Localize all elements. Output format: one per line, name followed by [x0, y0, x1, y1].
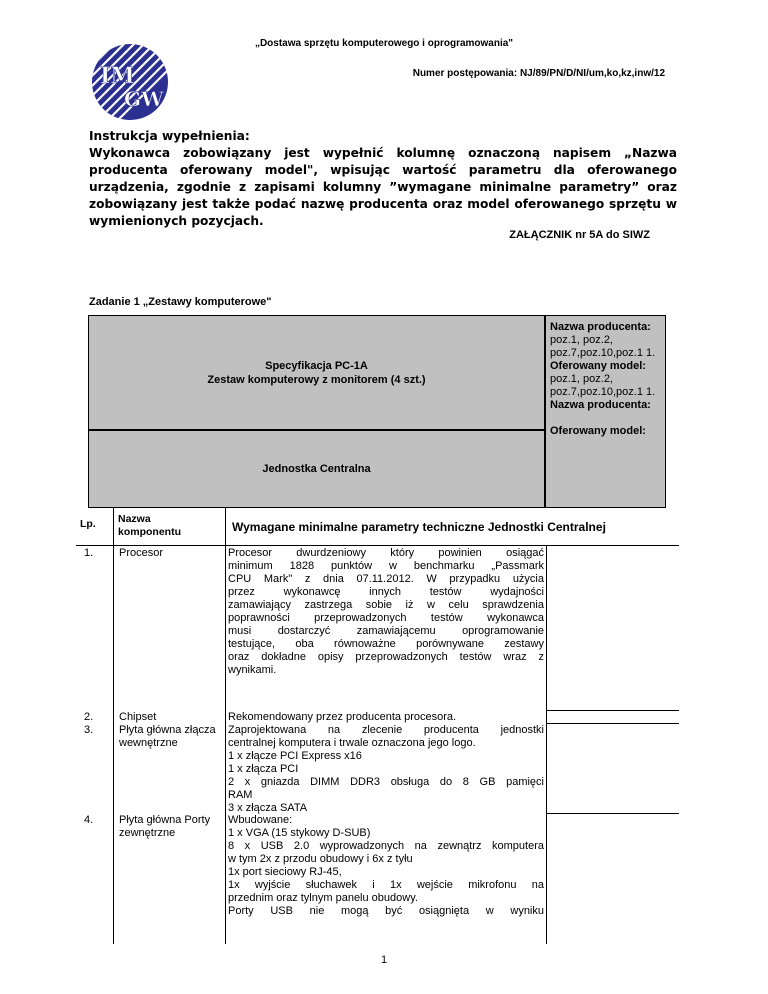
table-divider: [546, 710, 679, 711]
req-line: Procesor dwurdzeniowy który powinien osiągać: [228, 547, 544, 559]
row-lp-2: 2.: [84, 711, 94, 723]
annex-label: ZAŁĄCZNIK nr 5A do SIWZ: [509, 229, 650, 241]
req-line: RAM: [228, 789, 253, 801]
row-lp-4: 4.: [84, 814, 94, 826]
req-line: CPU Mark" z dnia 07.11.2012. W przypadku użycia: [228, 573, 544, 585]
req-line: przednim oraz tylnym panelu obudowy.: [228, 892, 418, 904]
procurement-number: Numer postępowania: NJ/89/PN/D/NI/um,ko,kz,inw/12: [412, 68, 665, 79]
column-header-requirements: Wymagane minimalne parametry techniczne Jednostki Centralnej: [232, 520, 606, 534]
table-divider: [76, 545, 679, 546]
req-line: 1 x złącze PCI Express x16: [228, 750, 362, 762]
req-line: oraz dokładne opisy przeprowadzonych testów wraz z: [228, 651, 544, 663]
model-label-2: Oferowany model:: [550, 425, 646, 437]
req-line: 3 x złącza SATA: [228, 802, 308, 814]
req-line: wynikami.: [228, 664, 277, 676]
row-component-2: Chipset: [119, 711, 157, 723]
req-line: 1x port sieciowy RJ-45,: [228, 866, 342, 878]
spec-title: Specyfikacja PC-1A: [265, 359, 368, 372]
row-requirements-3: [228, 724, 544, 815]
logo-text-bottom: GW: [124, 87, 164, 111]
req-line: minimum 1828 punktów w benchmarku „Passmark: [228, 560, 544, 572]
req-line: testujące, oba równoważne porównywane zestawy: [228, 638, 544, 650]
instructions-heading: Instrukcja wypełnienia:: [89, 129, 250, 143]
producer-label-2: Nazwa producenta:: [550, 399, 651, 411]
spec-subtitle: Zestaw komputerowy z monitorem (4 szt.): [207, 373, 426, 386]
unit-title: Jednostka Centralna: [262, 463, 371, 475]
req-line: 1x wyjście słuchawek i 1x wejście mikrofonu na: [228, 879, 544, 891]
page-number: 1: [380, 954, 388, 966]
column-header-component: Nazwa komponentu: [118, 513, 181, 538]
instructions: [89, 128, 677, 230]
row-component-1: Procesor: [119, 547, 164, 559]
req-line: Zaprojektowana na zlecenie producenta jednostki: [228, 724, 544, 736]
req-line: musi dostarczyć zamawiającemu oprogramowanie: [228, 625, 544, 637]
req-line: 1 x VGA (15 stykowy D-SUB): [228, 827, 371, 839]
table-divider: [546, 723, 679, 724]
instructions-body: Wykonawca zobowiązany jest wypełnić kolumnę oznaczoną napisem „Nazwa producenta oferowany model", wpisując wartość parametru dla oferowanego urządzenia, zgodnie z zapisami kolumny ”wymagane minimalne parametry” oraz zobowiązany jest także podać nazwę producenta oraz model oferowanego sprzętu w wymienionych pozycjach.: [89, 146, 677, 228]
row-lp-1: 1.: [84, 547, 94, 559]
req-line: 1 x złącza PCI: [228, 763, 299, 775]
spec-header-cell: [88, 315, 545, 430]
task-title: Zadanie 1 „Zestawy komputerowe": [89, 296, 272, 308]
req-line: Porty USB nie mogą być osiągnięta w wyniku: [228, 905, 544, 917]
table-divider: [546, 545, 547, 944]
imgw-logo: [86, 42, 174, 122]
model-positions: poz.1, poz.2, poz.7,poz.10,poz.1 1.: [550, 373, 656, 398]
producer-positions: poz.1, poz.2, poz.7,poz.10,poz.1 1.: [550, 334, 656, 359]
req-line: zamawiający zastrzega sobie iż w celu sprawdzenia: [228, 599, 544, 611]
row-requirements-4: [228, 814, 544, 918]
req-line: w tym 2x z przodu obudowy i 6x z tyłu: [228, 853, 413, 865]
row-component-3: Płyta główna złącza wewnętrzne: [119, 724, 216, 749]
document-title: „Dostawa sprzętu komputerowego i oprogramowania": [254, 38, 514, 49]
req-line: Wbudowane:: [228, 814, 293, 826]
row-requirements-2: [228, 711, 544, 724]
unit-header-cell: [88, 430, 545, 508]
column-header-lp: Lp.: [80, 518, 96, 530]
row-lp-3: 3.: [84, 724, 94, 736]
producer-column-header: [545, 315, 666, 508]
table-divider: [225, 508, 226, 944]
req-line: poprawności przeprowadzonych testów wykonawca: [228, 612, 544, 624]
req-line: 8 x USB 2.0 wyprowadzonych na zewnątrz komputera: [228, 840, 544, 852]
row-component-4: Płyta główna Porty zewnętrzne: [119, 814, 211, 839]
table-divider: [546, 813, 679, 814]
model-label: Oferowany model:: [550, 360, 646, 372]
logo-text-top: IM: [100, 63, 135, 89]
req-line: Rekomendowany przez producenta procesora.: [228, 711, 457, 723]
req-line: 2 x gniazda DIMM DDR3 obsługa do 8 GB pamięci: [228, 776, 544, 788]
row-requirements-1: [228, 547, 544, 677]
req-line: przez wykonawcę innych testów wydajności: [228, 586, 544, 598]
req-line: centralnej komputera i trwale oznaczona jego logo.: [228, 737, 476, 749]
table-divider: [113, 508, 114, 944]
producer-label: Nazwa producenta:: [550, 321, 651, 333]
